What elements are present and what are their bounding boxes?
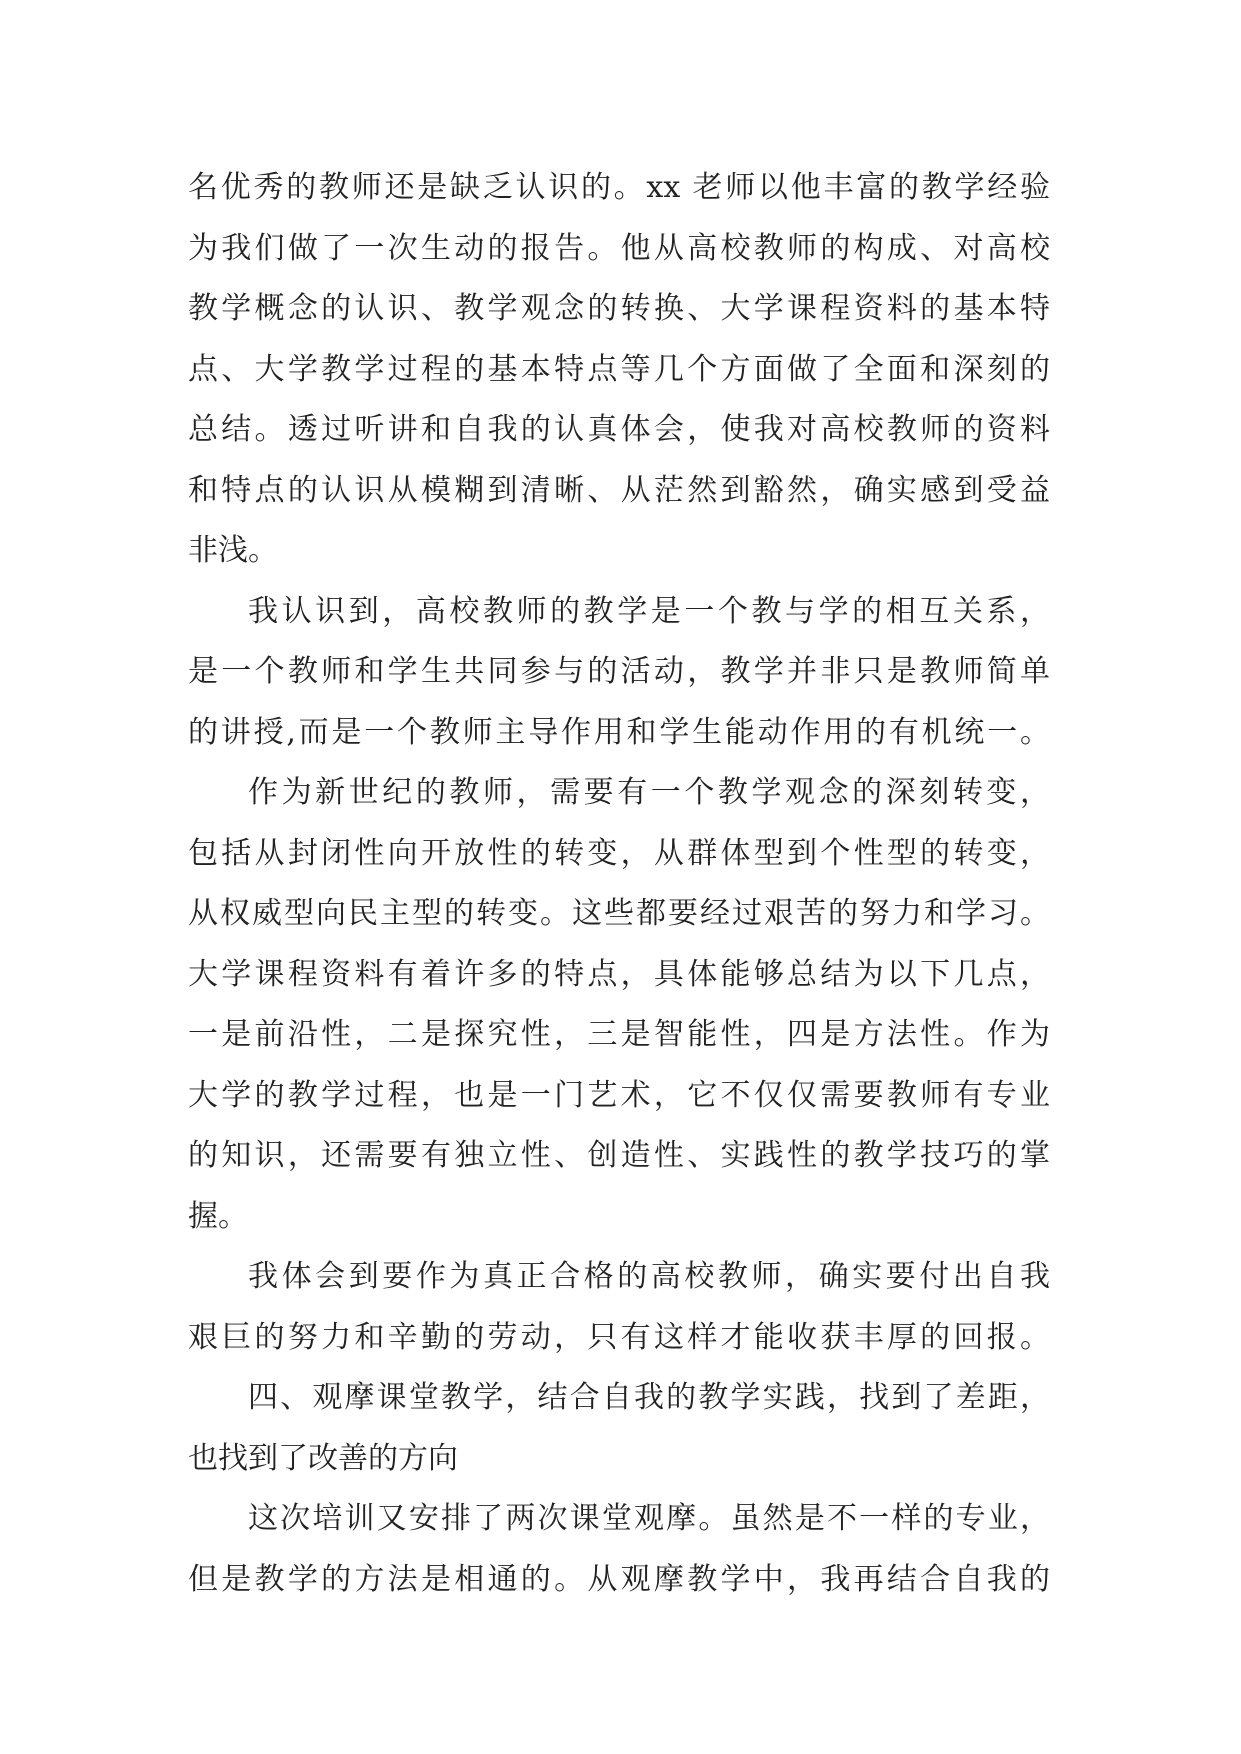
text-line: 是一个教师和学生共同参与的活动，教学并非只是教师简单 (188, 654, 1050, 689)
text-line: 我体会到要作为真正合格的高校教师，确实要付出自我 (248, 1259, 1050, 1294)
text-line: 一是前沿性，二是探究性，三是智能性，四是方法性。作为 (188, 1017, 1050, 1052)
text-line: 的知识，还需要有独立性、创造性、实践性的教学技巧的掌 (188, 1138, 1050, 1173)
text-line: 我认识到，高校教师的教学是一个教与学的相互关系， (248, 593, 1050, 629)
text-line: 名优秀的教师还是缺乏认识的。xx 老师以他丰富的教学经验 (188, 170, 1050, 205)
text-line: 总结。透过听讲和自我的认真体会，使我对高校教师的资料 (188, 412, 1050, 447)
text-line: 也找到了改善的方向 (188, 1440, 458, 1476)
text-line: 和特点的认识从模糊到清晰、从茫然到豁然，确实感到受益 (188, 472, 1050, 508)
text-line: 这次培训又安排了两次课堂观摩。虽然是不一样的专业， (248, 1501, 1050, 1536)
body-text (188, 158, 1050, 1610)
text-line: 非浅。 (188, 533, 278, 568)
text-line: 为我们做了一次生动的报告。他从高校教师的构成、对高校 (188, 230, 1050, 266)
text-line: 作为新世纪的教师，需要有一个教学观念的深刻转变， (248, 775, 1050, 810)
text-line: 从权威型向民主型的转变。这些都要经过艰苦的努力和学习。 (188, 896, 1050, 931)
text-line: 大学课程资料有着许多的特点，具体能够总结为以下几点， (188, 956, 1050, 992)
text-line: 但是教学的方法是相通的。从观摩教学中，我再结合自我的 (188, 1561, 1050, 1597)
text-line: 四、观摩课堂教学，结合自我的教学实践，找到了差距， (248, 1380, 1050, 1415)
text-line: 包括从封闭性向开放性的转变，从群体型到个性型的转变， (188, 835, 1050, 871)
text-line: 握。 (188, 1198, 248, 1234)
text-line: 点、大学教学过程的基本特点等几个方面做了全面和深刻的 (188, 351, 1050, 387)
text-line: 的讲授,而是一个教师主导作用和学生能动作用的有机统一。 (188, 714, 1050, 750)
text-line: 大学的教学过程，也是一门艺术，它不仅仅需要教师有专业 (188, 1077, 1050, 1113)
text-line: 教学概念的认识、教学观念的转换、大学课程资料的基本特 (188, 291, 1050, 326)
text-line: 艰巨的努力和辛勤的劳动，只有这样才能收获丰厚的回报。 (188, 1319, 1050, 1355)
